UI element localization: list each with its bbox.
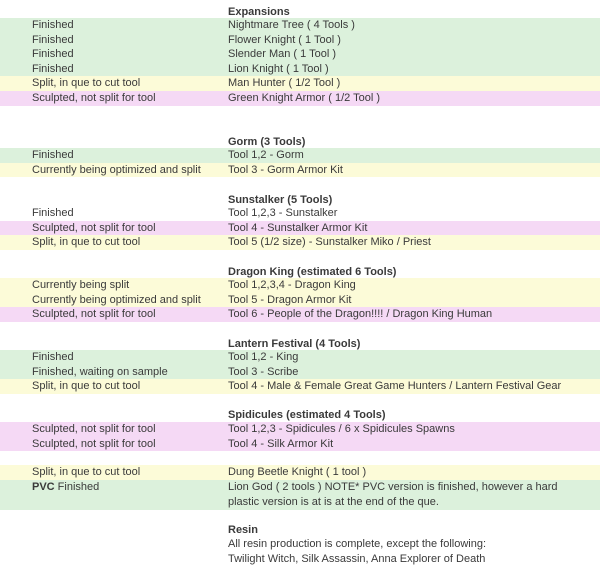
table-row — [0, 293, 600, 308]
status-cell: Finished — [32, 207, 74, 219]
section-title-lantern-festival: Lantern Festival (4 Tools) — [228, 338, 361, 350]
item-cell: Flower Knight ( 1 Tool ) — [228, 33, 341, 46]
item-cell: Nightmare Tree ( 4 Tools ) — [228, 19, 355, 31]
item-cell: Green Knight Armor ( 1/2 Tool ) — [228, 92, 381, 104]
item-cell: Tool 1,2,3 - Sunstalker — [228, 207, 338, 219]
item-cell: Tool 6 - People of the Dragon!!!! / Dragon King Human — [228, 308, 493, 321]
table-row — [0, 76, 600, 91]
status-cell: Split, in que to cut tool — [32, 77, 141, 90]
status-cell: Split, in que to cut tool — [32, 236, 141, 249]
table-row — [0, 206, 600, 221]
section-title-sunstalker: Sunstalker (5 Tools) — [228, 194, 333, 206]
status-cell: Sculpted, not split for tool — [32, 423, 156, 435]
item-cell: Tool 4 - Sunstalker Armor Kit — [228, 221, 368, 234]
status-rest: Finished — [54, 481, 100, 493]
table-row — [0, 62, 600, 77]
table-row — [0, 91, 600, 106]
pvc-label: PVC — [32, 481, 55, 493]
status-cell: Finished — [32, 48, 74, 61]
table-row — [0, 221, 600, 236]
table-row — [0, 33, 600, 48]
status-cell: Sculpted, not split for tool — [32, 308, 156, 321]
table-row — [0, 365, 600, 380]
section-title-dragon-king: Dragon King (estimated 6 Tools) — [228, 266, 397, 278]
status-cell: Finished — [32, 62, 74, 75]
item-cell: Tool 4 - Male & Female Great Game Hunters / Lantern Festival Gear — [228, 380, 562, 393]
status-cell: Finished — [32, 149, 74, 161]
status-cell: Finished — [32, 33, 74, 46]
status-cell: Split, in que to cut tool — [32, 466, 141, 478]
table-row — [0, 163, 600, 178]
item-cell: Man Hunter ( 1/2 Tool ) — [228, 77, 341, 90]
item-cell: Tool 5 (1/2 size) - Sunstalker Miko / Priest — [228, 236, 431, 249]
table-row — [0, 437, 600, 452]
status-cell: Sculpted, not split for tool — [32, 437, 156, 450]
status-cell: Split, in que to cut tool — [32, 380, 141, 393]
item-cell: Lion God ( 2 tools ) NOTE* PVC version is finished, however a hard plastic version is at is at the end of the que. — [228, 481, 558, 508]
table-row — [0, 278, 600, 293]
table-row — [0, 465, 600, 480]
item-cell: Tool 4 - Silk Armor Kit — [228, 437, 334, 450]
status-cell: Currently being split — [32, 279, 130, 291]
table-row — [0, 350, 600, 365]
item-cell: Lion Knight ( 1 Tool ) — [228, 62, 329, 75]
item-cell: Tool 1,2 - Gorm — [228, 149, 304, 161]
item-cell: Tool 3 - Scribe — [228, 365, 299, 378]
table-row — [0, 422, 600, 437]
table-row — [0, 480, 600, 510]
status-cell: Currently being optimized and split — [32, 163, 201, 176]
section-title-resin: Resin — [228, 524, 258, 536]
status-cell: Finished, waiting on sample — [32, 365, 168, 378]
item-cell: Tool 1,2,3 - Spidicules / 6 x Spidicules Spawns — [228, 423, 455, 435]
section-title-expansions: Expansions — [228, 6, 290, 18]
section-title-spidicules: Spidicules (estimated 4 Tools) — [228, 409, 386, 421]
table-row — [0, 47, 600, 62]
item-cell: Slender Man ( 1 Tool ) — [228, 48, 337, 61]
table-row — [0, 379, 600, 394]
table-row — [0, 148, 600, 163]
status-cell: Sculpted, not split for tool — [32, 92, 156, 104]
section-title-gorm: Gorm (3 Tools) — [228, 136, 306, 148]
item-cell: Tool 3 - Gorm Armor Kit — [228, 163, 343, 176]
table-row — [0, 307, 600, 322]
status-cell: Currently being optimized and split — [32, 293, 201, 306]
item-cell: Tool 1,2,3,4 - Dragon King — [228, 279, 356, 291]
resin-line-1: All resin production is complete, except the following: — [228, 538, 487, 550]
status-cell — [32, 480, 99, 495]
status-cell: Finished — [32, 19, 74, 31]
item-cell: Tool 5 - Dragon Armor Kit — [228, 293, 352, 306]
resin-line-2: Twilight Witch, Silk Assassin, Anna Explorer of Death — [228, 553, 486, 565]
status-cell: Finished — [32, 351, 74, 363]
table-row — [0, 235, 600, 250]
status-cell: Sculpted, not split for tool — [32, 221, 156, 234]
table-row — [0, 18, 600, 33]
item-cell: Tool 1,2 - King — [228, 351, 299, 363]
item-cell: Dung Beetle Knight ( 1 tool ) — [228, 466, 367, 478]
